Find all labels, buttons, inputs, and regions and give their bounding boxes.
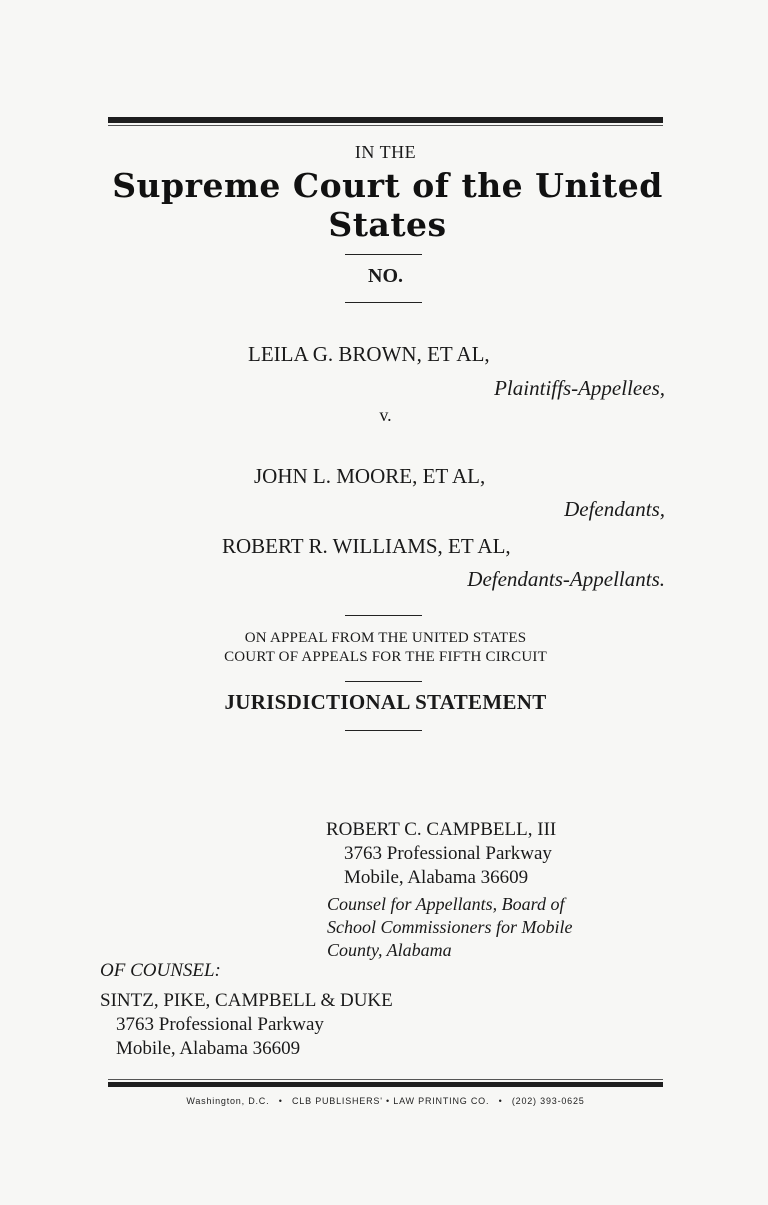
appeal-line-2: COURT OF APPEALS FOR THE FIFTH CIRCUIT [224,649,547,665]
printer-city: Washington, D.C. [186,1096,270,1106]
court-title: Supreme Court of the United States [112,166,663,244]
divider-rule [345,254,422,255]
divider-rule [345,302,422,303]
firm-address-line-2: Mobile, Alabama 36609 [116,1038,301,1059]
counsel-name: ROBERT C. CAMPBELL, III [326,819,557,840]
printer-publisher: CLB PUBLISHERS' • LAW PRINTING CO. [291,1096,490,1106]
of-counsel-label: OF COUNSEL: [100,960,221,981]
in-the-label: IN THE [354,142,417,162]
divider-rule [345,615,422,616]
counsel-address-line-1: 3763 Professional Parkway [344,843,552,864]
top-thin-rule [108,125,663,126]
party-name-plaintiffs: LEILA G. BROWN, ET AL, [248,342,490,366]
printer-imprint [108,1096,663,1106]
appeal-line-1: ON APPEAL FROM THE UNITED STATES [244,630,527,646]
divider-rule [345,730,422,731]
party-role-defendants: Defendants, [564,497,665,521]
versus-label: v. [379,405,392,425]
party-role-appellants: Defendants-Appellants. [467,567,665,591]
counsel-role-line-2: School Commissioners for Mobile [327,917,573,937]
printer-phone: (202) 393-0625 [511,1096,585,1106]
bottom-thin-rule [108,1079,663,1080]
bullet-icon: • [498,1096,503,1106]
firm-name: SINTZ, PIKE, CAMPBELL & DUKE [100,990,393,1011]
top-thick-rule [108,117,663,123]
firm-block [100,989,393,1061]
divider-rule [345,681,422,682]
party-name-appellants: ROBERT R. WILLIAMS, ET AL, [222,534,511,558]
counsel-address-line-2: Mobile, Alabama 36609 [344,867,529,888]
counsel-role-block [327,893,573,962]
counsel-block [326,818,556,890]
docket-number-label: NO. [368,265,403,287]
counsel-role-line-1: Counsel for Appellants, Board of [327,894,565,914]
counsel-role-line-3: County, Alabama [327,940,452,960]
party-name-defendants: JOHN L. MOORE, ET AL, [254,464,486,488]
bullet-icon: • [278,1096,283,1106]
firm-address-line-1: 3763 Professional Parkway [116,1014,324,1035]
document-title: JURISDICTIONAL STATEMENT [224,690,547,714]
party-role-plaintiffs: Plaintiffs-Appellees, [494,376,665,400]
bottom-thick-rule [108,1082,663,1087]
